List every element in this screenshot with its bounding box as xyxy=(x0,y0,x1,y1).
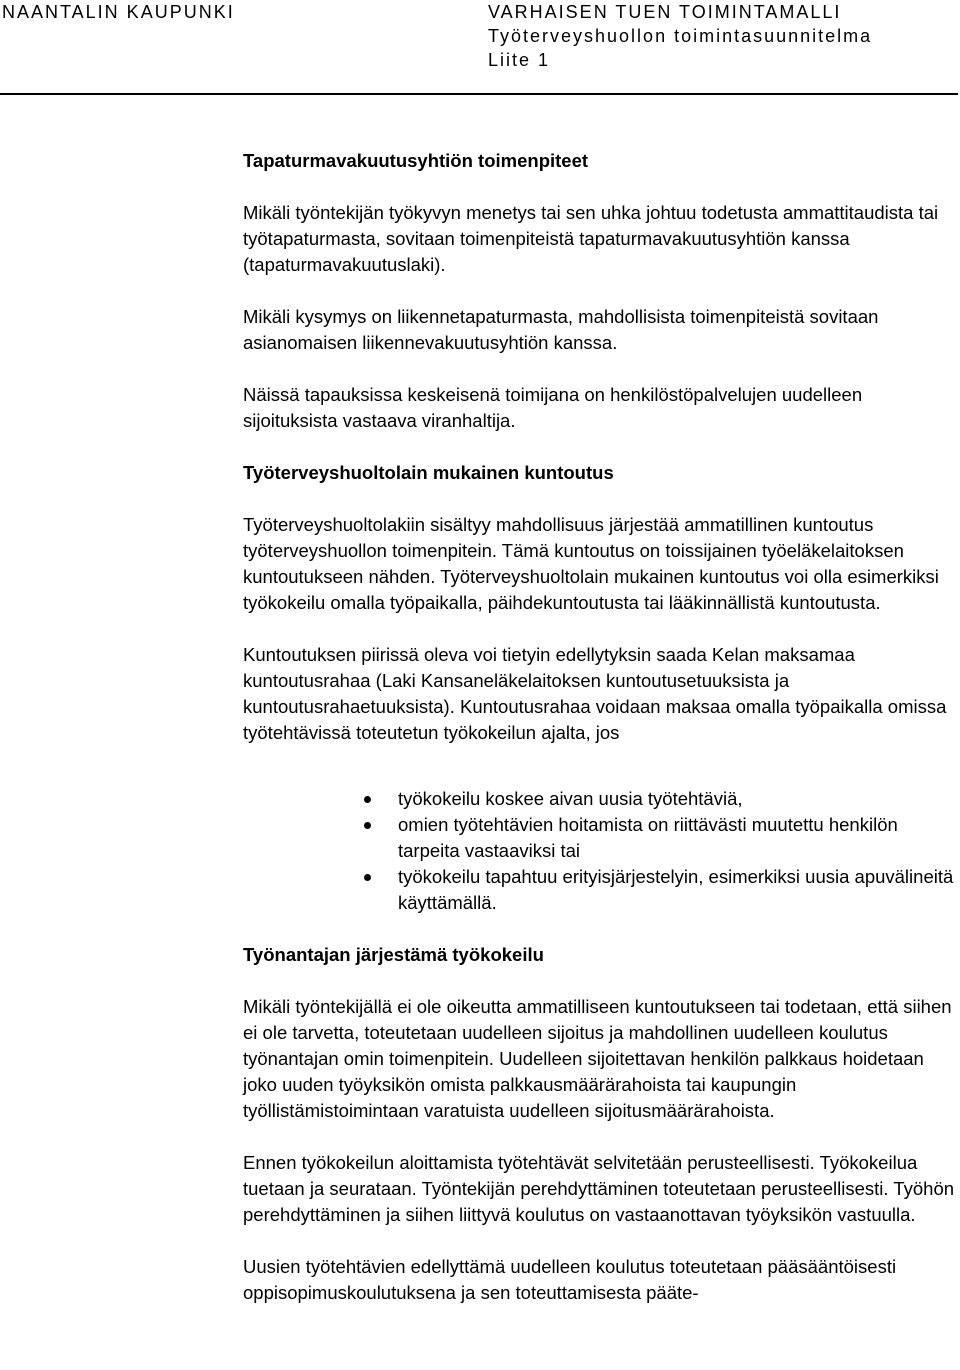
paragraph: Ennen työkokeilun aloittamista työtehtävät selvitetään perusteellisesti. Työkokeilua tuetaan ja seurataan. Työntekijän perehdyttäminen toteutetaan perusteellisesti. Työhön perehdyttäminen ja siihen liittyvä koulutus on vastaanottavan työyksikön vastuulla. xyxy=(243,1152,955,1225)
attachment-label: Liite 1 xyxy=(488,50,551,70)
paragraph: Uusien työtehtävien edellyttämä uudelleen koulutus toteutetaan pääsääntöisesti oppisopimuskoulutuksena ja sen toteuttamisesta pääte- xyxy=(243,1256,897,1303)
document-info xyxy=(488,0,872,72)
document-series-title: VARHAISEN TUEN TOIMINTAMALLI xyxy=(488,2,842,22)
bullet-icon xyxy=(364,822,371,829)
paragraph: Mikäli työntekijällä ei ole oikeutta ammatilliseen kuntoutukseen tai todetaan, että siihen ei ole tarvetta, toteutetaan uudelleen sijoitus ja mahdollinen uudelleen koulutus työnantajan omin toimenpitein. Uudelleen sijoitettavan henkilön palkkaus hoidetaan joko uuden työyksikön omista palkkausmäärärahoista tai kaupungin työllistämistoimintaan varatuista uudelleen sijoitusmäärärahoista. xyxy=(243,996,952,1121)
page-header xyxy=(0,0,960,96)
spacer xyxy=(243,356,955,382)
spacer xyxy=(243,174,955,200)
document-body xyxy=(243,148,955,1306)
list-item xyxy=(398,864,955,916)
spacer xyxy=(243,1124,955,1150)
spacer xyxy=(243,616,955,642)
bullet-list xyxy=(243,786,955,916)
organization-name: NAANTALIN KAUPUNKI xyxy=(2,2,235,22)
paragraph: Työterveyshuoltolakiin sisältyy mahdollisuus järjestää ammatillinen kuntoutus työterveyshuollon toimenpitein. Tämä kuntoutus on toissijainen työeläkelaitoksen kuntoutukseen nähden. Työterveyshuoltolain mukainen kuntoutus voi olla esimerkiksi työkokeilu omalla työpaikalla, päihdekuntoutusta tai lääkinnällistä kuntoutusta. xyxy=(243,514,939,613)
spacer xyxy=(243,486,955,512)
paragraph: Mikäli työntekijän työkyvyn menetys tai sen uhka johtuu todetusta ammattitaudista tai työtapaturmasta, sovitaan toimenpiteistä tapaturmavakuutusyhtiön kanssa (tapaturmavakuutuslaki). xyxy=(243,202,939,275)
paragraph: Mikäli kysymys on liikennetapaturmasta, mahdollisista toimenpiteistä sovitaan asianomaisen liikennevakuutusyhtiön kanssa. xyxy=(243,306,879,353)
header-rule xyxy=(0,93,958,95)
section-heading: Tapaturmavakuutusyhtiön toimenpiteet xyxy=(243,150,589,171)
list-item-text: omien työtehtävien hoitamista on riittävästi muutettu henkilön tarpeita vastaaviksi tai xyxy=(398,814,898,861)
bullet-icon xyxy=(364,874,371,881)
spacer xyxy=(243,278,955,304)
section-heading: Työnantajan järjestämä työkokeilu xyxy=(243,944,544,965)
list-item xyxy=(398,812,955,864)
spacer xyxy=(243,746,955,786)
paragraph: Kuntoutuksen piirissä oleva voi tietyin edellytyksin saada Kelan maksamaa kuntoutusrahaa (Laki Kansaneläkelaitoksen kuntoutusetuuksista ja kuntoutusrahaetuuksista). Kuntoutusrahaa voidaan maksaa omalla työpaikalla omissa työtehtävissä toteutetun työkokeilun ajalta, jos xyxy=(243,644,947,743)
bullet-icon xyxy=(364,796,371,803)
spacer xyxy=(243,434,955,460)
paragraph: Näissä tapauksissa keskeisenä toimijana on henkilöstöpalvelujen uudelleen sijoituksista vastaava viranhaltija. xyxy=(243,384,863,431)
spacer xyxy=(243,1228,955,1254)
list-item-text: työkokeilu tapahtuu erityisjärjestelyin, esimerkiksi uusia apuvälineitä käyttämällä. xyxy=(398,866,954,913)
list-item-text: työkokeilu koskee aivan uusia työtehtäviä, xyxy=(398,788,743,809)
list-item xyxy=(398,786,955,812)
section-heading: Työterveyshuoltolain mukainen kuntoutus xyxy=(243,462,614,483)
spacer xyxy=(243,968,955,994)
spacer xyxy=(243,916,955,942)
document-title: Työterveyshuollon toimintasuunnitelma xyxy=(488,26,873,46)
